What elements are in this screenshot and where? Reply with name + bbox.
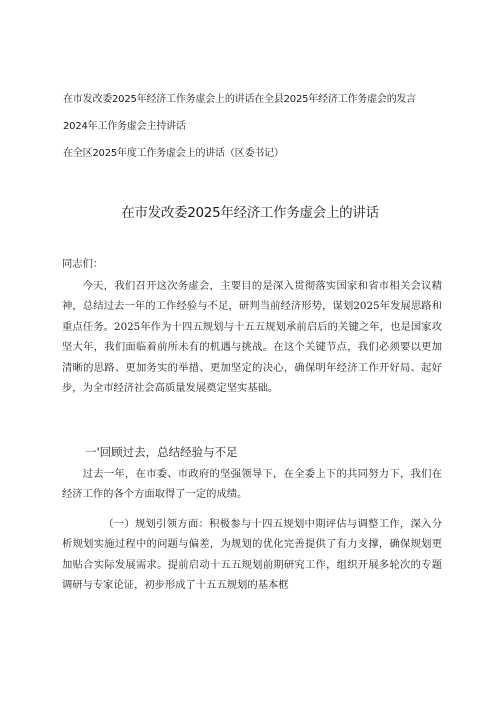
related-article-link[interactable]: 在市发改委2025年经济工作务虚会上的讲话在全县2025年经济工作务虚会的发言 [63,94,417,105]
document-title: 在市发改委2025年经济工作务虚会上的讲话 [121,205,379,221]
related-article-link[interactable]: 2024年工作务虚会主持讲话 [63,121,186,132]
paragraph: 过去一年，在市委、市政府的坚强领导下，在全委上下的共同努力下，我们在经济工作的各个方面取得了一定的成绩。 [62,468,442,501]
related-articles-list [63,93,483,174]
related-article-link[interactable]: 在全区2025年度工作务虚会上的讲话（区委书记） [63,148,284,159]
paragraph: （一）规划引领方面：积极参与十四五规划中期评估与调整工作，深入分析规划实施过程中的问题与偏差，为规划的优化完善提供了有力支撑，确保规划更加贴合实际发展需求。提前启动十五五规划前期研究工作，组织开展多轮次的专题调研与专家论证，初步形成了十五五规划的基本框 [62,518,442,592]
section-heading: 一'回顾过去，总结经验与不足 [85,445,238,459]
paragraph: 今天，我们召开这次务虚会，主要目的是深入贯彻落实国家和省市相关会议精神，总结过去一年的工作经验与不足，研判当前经济形势，谋划2025年发展思路和重点任务。2025年作为十四五规划与十五五规划承前启后的关键之年，也是国家攻坚大年，我们面临着前所未有的机遇与挑战。在这个关键节点，我们必须要以更加清晰的思路、更加务实的举措、更加坚定的决心，确保明年经济工作开好局、起好步，为全市经济社会高质量发展奠定坚实基础。 [62,280,442,395]
salutation: 同志们： [62,258,104,270]
